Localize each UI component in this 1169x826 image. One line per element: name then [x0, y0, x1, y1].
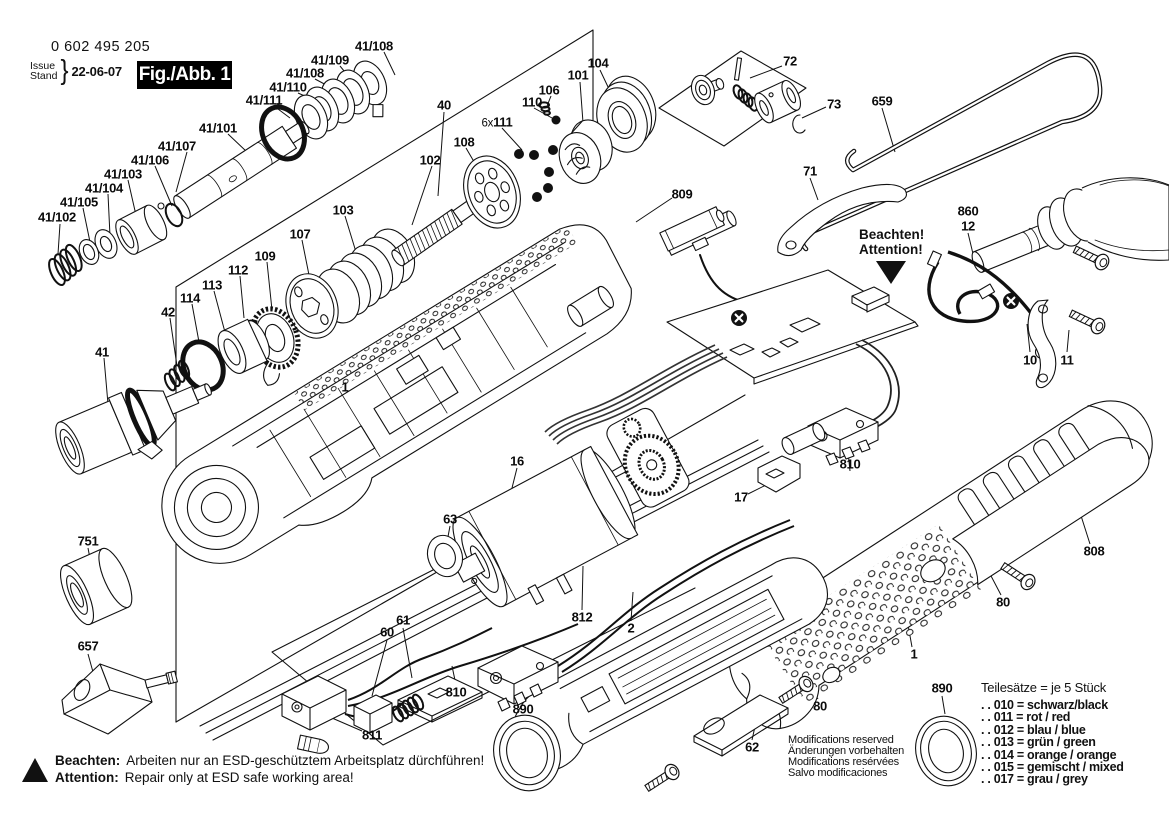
callout-number: 41/108	[355, 38, 393, 54]
callout-number: 10	[1023, 352, 1037, 368]
callout-number: 810	[839, 456, 861, 472]
attention-note-en: Attention!	[859, 241, 923, 257]
part-callout-63	[443, 512, 457, 527]
bushing-41-103	[111, 202, 171, 258]
callout-number: 2	[627, 620, 635, 636]
callout-number: 41/108	[286, 65, 324, 81]
callout-number: 17	[734, 489, 748, 505]
callout-number: 104	[587, 55, 609, 71]
callout-number: 60	[380, 624, 394, 640]
callout-number: 72	[783, 53, 797, 69]
issue-label: Issue	[30, 59, 56, 72]
part-callout-62	[745, 740, 759, 755]
legend-item: . . 015 = gemischt / mixed	[981, 760, 1124, 775]
part-callout-104	[588, 56, 609, 71]
modifications-note	[788, 735, 904, 779]
callout-number: 41/102	[38, 209, 76, 225]
figure-label: Fig./Abb. 1	[137, 61, 232, 89]
callout-number: 810	[445, 684, 467, 700]
esd-warning-text-en: Repair only at ESD safe working area!	[124, 769, 354, 785]
modifications-line: Salvo modificaciones	[788, 767, 888, 779]
part-callout-41-105	[60, 195, 98, 210]
tool-rear-body	[1032, 178, 1169, 260]
legend-title: Teilesätze = je 5 Stück	[981, 680, 1107, 695]
actuator-17	[758, 456, 800, 492]
part-callout-810	[446, 685, 467, 700]
esd-warning	[55, 753, 484, 786]
part-callout-101	[568, 68, 589, 83]
part-callout-109	[255, 249, 276, 264]
callout-number: 890	[512, 701, 534, 717]
screw-80-right	[998, 559, 1037, 592]
callout-number: 114	[179, 290, 201, 306]
spring-42	[160, 359, 194, 392]
callout-number: 42	[161, 304, 175, 320]
spindle-parts-group	[43, 56, 398, 287]
legend-item: . . 013 = grün / green	[981, 735, 1096, 750]
part-callout-41-107	[158, 139, 196, 154]
esd-warning-label-de: Beachten:	[55, 753, 121, 768]
part-callout-72	[783, 54, 797, 69]
part-callout-10	[1023, 353, 1037, 368]
part-callout-659	[872, 94, 893, 109]
motor-16	[435, 443, 653, 634]
callout-number: 12	[961, 218, 975, 234]
switch-group-upper	[758, 408, 878, 492]
issue-brace: }	[60, 54, 69, 86]
callout-number: 659	[871, 93, 893, 109]
part-callout-751	[78, 534, 99, 549]
callout-number: 63	[443, 511, 457, 527]
part-callout-60	[380, 625, 394, 640]
part-callout-41-102	[38, 210, 76, 225]
callout-number: 808	[1083, 543, 1105, 559]
pin-72	[734, 58, 741, 80]
color-code-legend	[981, 680, 1166, 786]
callout-number: 80	[813, 698, 827, 714]
part-callout-42	[161, 305, 175, 320]
document-part-number: 0 602 495 205	[51, 39, 151, 55]
callout-number: 41/110	[269, 79, 307, 95]
legend-items	[981, 699, 1166, 786]
part-callout-810	[840, 457, 861, 472]
callout-number: 110	[521, 94, 543, 110]
roller-751	[54, 544, 138, 628]
callout-number: 41/106	[131, 152, 169, 168]
part-callout-890	[513, 702, 534, 717]
part-callout-108	[454, 135, 475, 150]
callout-number: 811	[361, 727, 383, 743]
part-callout-17	[734, 490, 748, 505]
callout-number: 113	[201, 277, 223, 293]
screw-80-left	[642, 762, 681, 795]
part-callout-41-108	[355, 39, 393, 54]
callout-number: 860	[957, 203, 979, 219]
callout-number: 41/101	[199, 120, 237, 136]
flange-108	[454, 148, 530, 236]
esd-warning-text-de: Arbeiten nur an ESD-geschütztem Arbeitsplatz dürchführen!	[126, 753, 485, 768]
part-callout-860	[958, 204, 979, 219]
actuator-roller	[780, 421, 827, 456]
part-callout-890	[932, 681, 953, 696]
callout-number: 102	[419, 152, 441, 168]
legend-item: . . 010 = schwarz/black	[981, 698, 1108, 712]
callout-number: 1	[341, 379, 349, 395]
coupling-group-72-73	[688, 58, 805, 133]
part-callout-111	[482, 115, 513, 130]
part-callout-657	[78, 639, 99, 654]
legend-item: . . 011 = rot / red	[981, 710, 1071, 725]
part-callout-40	[437, 98, 451, 113]
part-callout-114	[180, 291, 200, 306]
callout-number: 112	[227, 262, 249, 278]
callout-number: 71	[803, 163, 817, 179]
callout-number: 41/105	[60, 194, 98, 210]
wedge-657	[62, 664, 177, 734]
part-callout-112	[228, 263, 248, 278]
coupling-73	[751, 78, 804, 126]
attention-note-de: Beachten!	[859, 227, 925, 242]
callout-number: 107	[289, 226, 311, 242]
part-callout-2	[628, 621, 635, 636]
callout-number: 812	[571, 609, 593, 625]
part-callout-41-103	[104, 167, 142, 182]
part-callout-107	[290, 227, 311, 242]
part-callout-41	[95, 345, 109, 360]
ring-890-legend	[908, 709, 984, 792]
callout-number: 61	[396, 612, 410, 628]
modifications-line: Änderungen vorbehalten	[788, 745, 905, 757]
attention-triangle-icon	[876, 261, 906, 284]
issue-date: 22-06-07	[71, 63, 122, 79]
callout-number: 41/104	[85, 180, 123, 196]
part-callout-809	[672, 187, 693, 202]
callout-number: 80	[996, 594, 1010, 610]
stand-label: Stand	[30, 70, 58, 82]
part-callout-61	[396, 613, 410, 628]
legend-item: . . 017 = grau / grey	[981, 772, 1088, 787]
spindle-shaft-41-101	[171, 115, 314, 221]
x-marker-right	[1003, 293, 1019, 309]
part-callout-41-108	[286, 66, 324, 81]
callout-number: 40	[437, 97, 451, 113]
part-callout-808	[1084, 544, 1105, 559]
callout-number: 1	[910, 646, 918, 662]
callout-number: 751	[77, 533, 99, 549]
part-callout-11	[1060, 353, 1073, 368]
modifications-line: Modifications resérvées	[788, 756, 899, 768]
part-callout-41-101	[199, 121, 237, 136]
callout-number: 16	[510, 453, 524, 469]
esd-warning-triangle-icon	[22, 758, 48, 782]
esd-warning-label-en: Attention:	[55, 769, 119, 785]
part-callout-41-104	[85, 181, 123, 196]
legend-item: . . 012 = blau / blue	[981, 722, 1086, 737]
callout-number: 11	[1060, 352, 1074, 368]
modifications-line: Modifications reserved	[788, 734, 894, 746]
callout-number: 62	[745, 739, 759, 755]
part-callout-110	[522, 95, 542, 110]
ball-110	[552, 116, 561, 125]
part-callout-41-111	[246, 93, 283, 108]
callout-number: 890	[931, 680, 953, 696]
part-callout-1	[911, 647, 918, 662]
part-callout-113	[202, 278, 222, 293]
callout-number: 41/111	[245, 92, 283, 108]
part-callout-1	[342, 380, 349, 395]
callout-prefix: 6x	[481, 117, 494, 130]
callout-number: 101	[567, 67, 589, 83]
part-callout-41-106	[131, 153, 169, 168]
part-callout-811	[362, 728, 382, 743]
callout-number: 41/103	[104, 166, 142, 182]
callout-number: 657	[77, 638, 99, 654]
part-callout-71	[803, 164, 817, 179]
callout-number: 73	[827, 96, 841, 112]
callout-number: 809	[671, 186, 693, 202]
part-callout-102	[420, 153, 441, 168]
callout-number: 109	[254, 248, 276, 264]
x-marker-center	[731, 310, 747, 326]
part-callout-16	[510, 454, 524, 469]
part-callout-12	[961, 219, 975, 234]
legend-item: . . 014 = orange / orange	[981, 747, 1117, 762]
callout-number: 111	[493, 114, 513, 130]
callout-number: 41	[95, 344, 109, 360]
switch-811	[282, 676, 346, 730]
callout-number: 108	[453, 134, 475, 150]
callout-number: 41/109	[311, 52, 349, 68]
callout-number: 103	[332, 202, 354, 218]
part-callout-73	[827, 97, 841, 112]
part-callout-80	[996, 595, 1010, 610]
part-callout-103	[333, 203, 354, 218]
attention-note	[859, 228, 924, 257]
callout-number: 41/107	[158, 138, 196, 154]
motor-group	[422, 405, 693, 633]
part-callout-80	[813, 699, 827, 714]
part-callout-812	[572, 610, 593, 625]
callout-number: 106	[538, 82, 560, 98]
issue-stand-block	[30, 54, 122, 86]
